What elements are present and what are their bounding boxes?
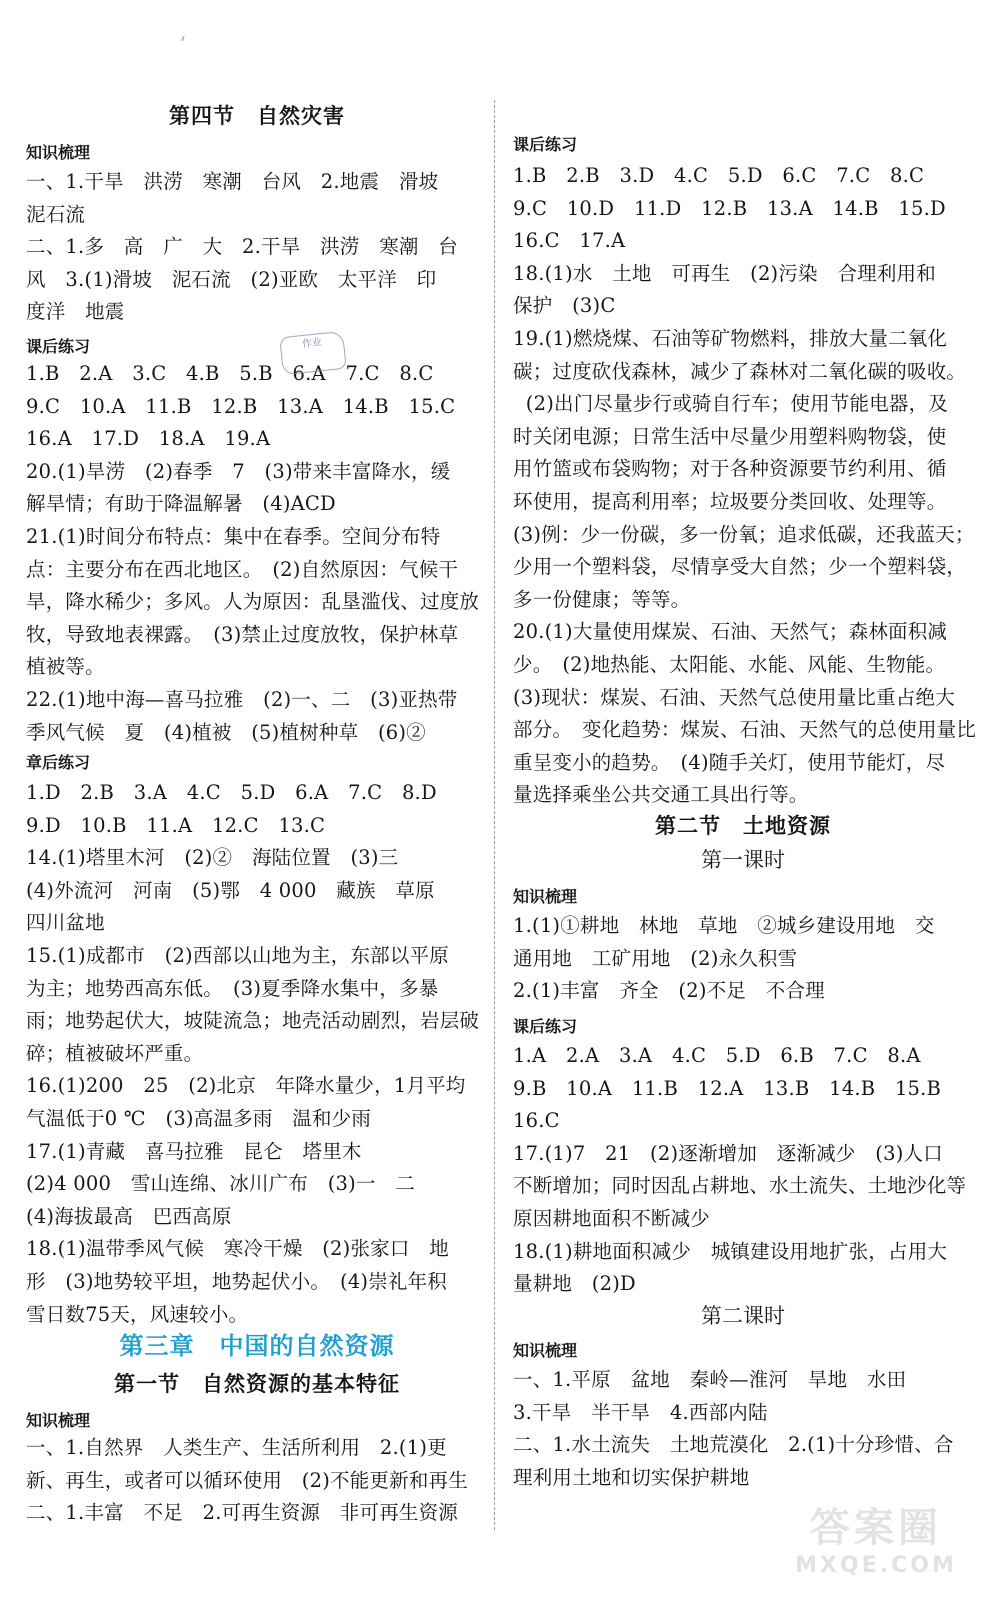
heading-after-class-exercises: 课后练习 — [513, 135, 578, 154]
heading-knowledge-review: 知识梳理 — [26, 143, 91, 162]
knowledge-review-block — [513, 910, 973, 1008]
text-line: 形 (3)地势较平坦，地势起伏小。 (4)崇礼年积 — [26, 1269, 447, 1293]
watermark-logo-text: 答案圈 — [810, 1505, 942, 1551]
text-line: 牧，导致地表裸露。 (3)禁止过度放牧，保护林草 — [26, 622, 459, 646]
text-line: 一、1.自然界 人类生产、生活所利用 2.(1)更 — [26, 1436, 447, 1459]
text-line: 多一份健康；等等。 — [513, 587, 691, 611]
lesson-title-first: 第一课时 — [701, 848, 785, 872]
knowledge-review-block — [26, 1432, 488, 1530]
knowledge-review-block — [26, 166, 488, 329]
paper-speck — [181, 36, 185, 41]
chapter-title-natural-resources: 第三章 中国的自然资源 — [119, 1332, 395, 1360]
section-title-natural-disasters: 第四节 自然灾害 — [169, 104, 345, 128]
text-line: 保护 (3)C — [513, 294, 616, 318]
text-line: (2)出门尽量步行或骑自行车；使用节能电器，及 — [513, 392, 949, 416]
text-line: 量耕地 (2)D — [513, 1272, 636, 1296]
text-line: 一、1.平原 盆地 秦岭—淮河 旱地 水田 — [513, 1368, 907, 1391]
text-line: 解旱情；有助于降温解暑 (4)ACD — [26, 492, 336, 516]
knowledge-review-block — [513, 1364, 973, 1494]
text-line: 部分。 变化趋势：煤炭、石油、天然气的总使用量比 — [513, 718, 977, 742]
text-line: (3)现状：煤炭、石油、天然气总使用量比重占绝大 — [513, 685, 955, 709]
lesson-title-second: 第二课时 — [701, 1304, 785, 1328]
text-line: 不断增加；同时因乱占耕地、水土流失、土地沙化等 — [513, 1174, 967, 1198]
heading-knowledge-review: 知识梳理 — [513, 887, 578, 906]
heading-after-class-exercises: 课后练习 — [26, 337, 91, 356]
text-line: 15.(1)成都市 (2)西部以山地为主，东部以平原 — [26, 943, 449, 967]
section-title-resource-features: 第一节 自然资源的基本特征 — [114, 1372, 400, 1396]
after-class-exercises-block — [26, 358, 488, 749]
text-line: 二、1.丰富 不足 2.可再生资源 非可再生资源 — [26, 1501, 459, 1525]
text-line: 重呈变小的趋势。 (4)随手关灯，使用节能灯，尽 — [513, 750, 946, 774]
heading-knowledge-review: 知识梳理 — [26, 1411, 91, 1430]
heading-chapter-exercises: 章后练习 — [26, 753, 91, 772]
text-line: 1.D 2.B 3.A 4.C 5.D 6.A 7.C 8.D — [26, 781, 437, 804]
text-line: 16.C — [513, 1109, 560, 1133]
after-class-exercises-block — [513, 160, 977, 812]
text-line: 气温低于0 ℃ (3)高温多雨 温和少雨 — [26, 1106, 372, 1130]
text-line: 环使用，提高利用率；垃圾要分类回收、处理等。 — [513, 489, 947, 513]
text-line: 新、再生，或者可以循环使用 (2)不能更新和再生 — [26, 1468, 468, 1492]
heading-after-class-exercises: 课后练习 — [513, 1017, 578, 1036]
text-line: (2)4 000 雪山连绵、冰川广布 (3)一 二 — [26, 1172, 416, 1196]
text-line: 9.B 10.A 11.B 12.A 13.B 14.B 15.B — [513, 1076, 942, 1100]
text-line: 用竹篮或布袋购物；对于各种资源要节约利用、循 — [513, 457, 947, 481]
text-line: 一、1.干旱 洪涝 寒潮 台风 2.地震 滑坡 — [26, 170, 439, 193]
text-line: (4)海拔最高 巴西高原 — [26, 1204, 232, 1228]
text-line: 22.(1)地中海—喜马拉雅 (2)一、二 (3)亚热带 — [26, 687, 458, 711]
column-divider — [494, 100, 495, 1530]
text-line: 少用一个塑料袋，尽情享受大自然；少一个塑料袋， — [513, 555, 967, 579]
text-line: 旱，降水稀少；多风。人为原因：乱垦滥伐、过度放 — [26, 590, 480, 614]
text-line: 度洋 地震 — [26, 300, 125, 324]
text-line: 20.(1)大量使用煤炭、石油、天然气；森林面积减 — [513, 620, 948, 644]
text-line: 时关闭电源；日常生活中尽量少用塑料购物袋，使 — [513, 424, 947, 448]
text-line: 风 3.(1)滑坡 泥石流 (2)亚欧 太平洋 印 — [26, 267, 437, 291]
section-title-land-resources: 第二节 土地资源 — [655, 814, 831, 838]
text-line: 原因耕地面积不断减少 — [513, 1206, 711, 1230]
heading-knowledge-review: 知识梳理 — [513, 1341, 578, 1360]
after-class-exercises-block — [513, 1040, 973, 1301]
text-line: 季风气候 夏 (4)植被 (5)植树种草 (6)② — [26, 720, 426, 744]
text-line: 16.A 17.D 18.A 19.A — [26, 427, 271, 451]
text-line: 二、1.多 高 广 大 2.干旱 洪涝 寒潮 台 — [26, 235, 459, 259]
text-line: 理利用土地和切实保护耕地 — [513, 1465, 750, 1489]
text-line: 17.(1)7 21 (2)逐渐增加 逐渐减少 (3)人口 — [513, 1141, 943, 1165]
text-line: 18.(1)水 土地 可再生 (2)污染 合理利用和 — [513, 261, 936, 285]
text-line: 雨；地势起伏大，坡陡流急；地壳活动剧烈，岩层破 — [26, 1009, 480, 1033]
text-line: 18.(1)耕地面积减少 城镇建设用地扩张，占用大 — [513, 1239, 948, 1263]
text-line: 9.D 10.B 11.A 12.C 13.C — [26, 813, 326, 837]
text-line: 量选择乘坐公共交通工具出行等。 — [513, 783, 809, 807]
text-line: (3)例：少一份碳，多一份氧；追求低碳，还我蓝天； — [513, 522, 975, 546]
text-line: 碳；过度砍伐森林，减少了森林对二氧化碳的吸收。 — [513, 359, 967, 383]
text-line: 为主；地势西高东低。 (3)夏季降水集中，多暴 — [26, 976, 439, 1000]
text-line: 1.(1)①耕地 林地 草地 ②城乡建设用地 交 — [513, 914, 935, 937]
text-line: 17.(1)青藏 喜马拉雅 昆仑 塔里木 — [26, 1139, 362, 1163]
text-line: 20.(1)旱涝 (2)春季 7 (3)带来丰富降水，缓 — [26, 459, 451, 483]
text-line: 二、1.水土流失 土地荒漠化 2.(1)十分珍惜、合 — [513, 1433, 954, 1457]
stamp-label: 作业 — [301, 337, 323, 351]
text-line: 16.(1)200 25 (2)北京 年降水量少，1月平均 — [26, 1074, 466, 1098]
text-line: (4)外流河 河南 (5)鄂 4 000 藏族 草原 — [26, 878, 435, 902]
text-line: 泥石流 — [26, 202, 86, 226]
text-line: 1.B 2.B 3.D 4.C 5.D 6.C 7.C 8.C — [513, 164, 925, 187]
watermark-url: MXQE.COM — [795, 1553, 957, 1578]
text-line: 9.C 10.D 11.D 12.B 13.A 14.B 15.D — [513, 196, 946, 220]
text-line: 19.(1)燃烧煤、石油等矿物燃料，排放大量二氧化 — [513, 326, 948, 350]
text-line: 21.(1)时间分布特点：集中在春季。空间分布特 — [26, 524, 441, 548]
text-line: 四川盆地 — [26, 911, 105, 935]
text-line: 2.(1)丰富 齐全 (2)不足 不合理 — [513, 979, 825, 1003]
site-watermark — [776, 1504, 976, 1588]
text-line: 9.C 10.A 11.B 12.B 13.A 14.B 15.C — [26, 394, 456, 418]
text-line: 通用地 工矿用地 (2)永久积雪 — [513, 946, 798, 970]
text-line: 1.B 2.A 3.C 4.B 5.B 6.A 7.C 8.C — [26, 362, 434, 385]
text-line: 点：主要分布在西北地区。 (2)自然原因：气候干 — [26, 557, 459, 581]
text-line: 18.(1)温带季风气候 寒冷干燥 (2)张家口 地 — [26, 1237, 449, 1261]
homework-stamp — [279, 331, 347, 375]
chapter-exercises-block — [26, 777, 488, 1331]
text-line: 14.(1)塔里木河 (2)② 海陆位置 (3)三 — [26, 846, 399, 870]
text-line: 1.A 2.A 3.A 4.C 5.D 6.B 7.C 8.A — [513, 1044, 921, 1067]
text-line: 雪日数75天，风速较小。 — [26, 1302, 249, 1326]
text-line: 植被等。 — [26, 655, 105, 679]
text-line: 3.干旱 半干旱 4.西部内陆 — [513, 1400, 768, 1424]
text-line: 碎；植被破坏严重。 — [26, 1041, 204, 1065]
text-line: 少。 (2)地热能、太阳能、水能、风能、生物能。 — [513, 652, 946, 676]
text-line: 16.C 17.A — [513, 229, 626, 253]
